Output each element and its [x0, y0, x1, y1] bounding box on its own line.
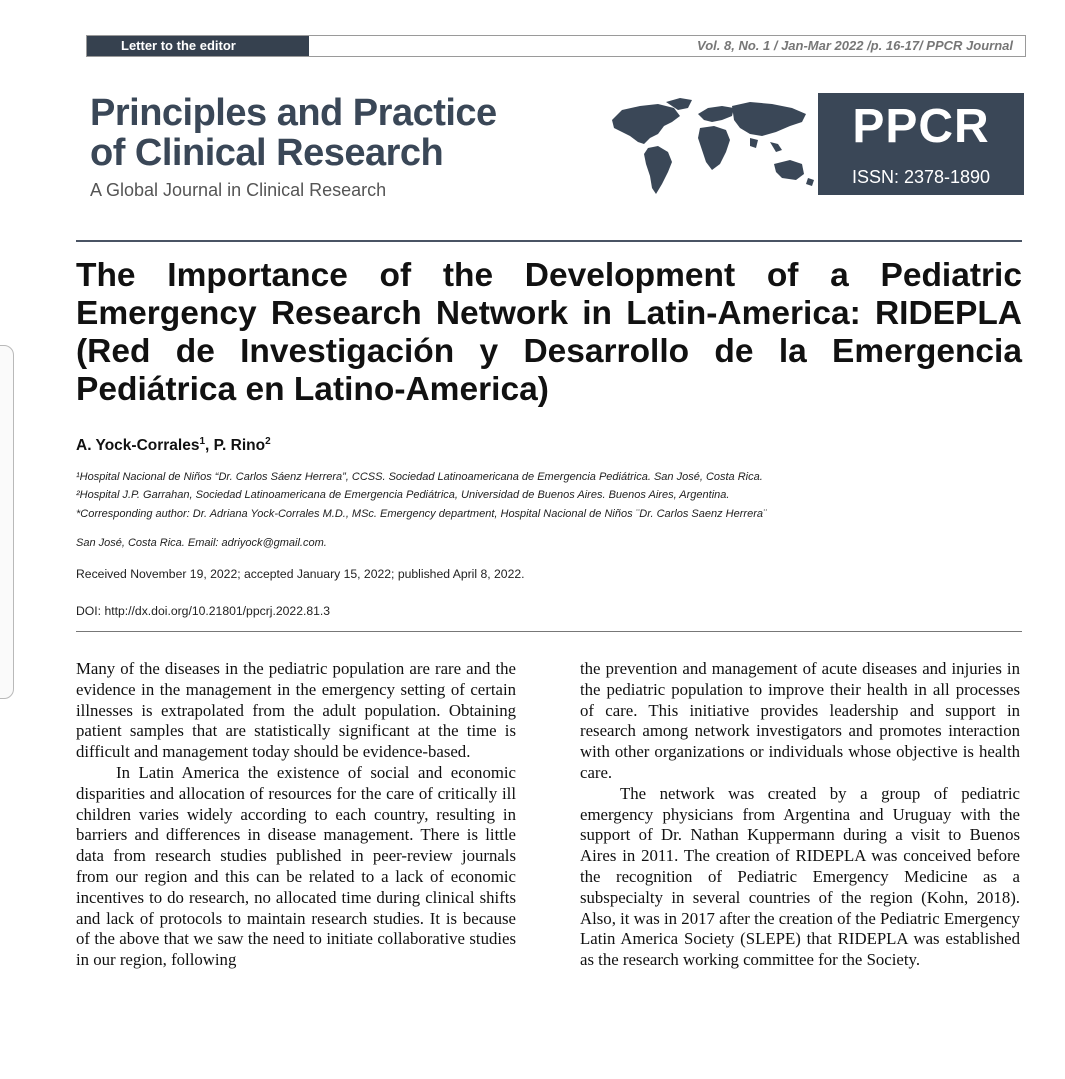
paragraph: Many of the diseases in the pediatric population are rare and the evidence in the management in the emergency setting of certain illnesses is extrapolated from the adult population. Obtaining patient samples that are statistically significant at the time is difficult and management today should be evidence-based. [76, 659, 516, 762]
author-name: P. Rino [213, 437, 266, 455]
world-map-icon [600, 92, 818, 200]
author-affiliation-marker: 2 [265, 436, 271, 447]
author-separator: , [205, 437, 214, 455]
corresponding-author: *Corresponding author: Dr. Adriana Yock-Corrales M.D., MSc. Emergency department, Hospital Nacional de Niños ¨Dr. Carlos Saenz Herrera¨ [76, 508, 767, 520]
journal-name-line2: of Clinical Research [90, 132, 444, 174]
affiliation-2: ²Hospital J.P. Garrahan, Sociedad Latinoamericana de Emergencia Pediátrica, Universidad de Buenos Aires. Buenos Aires, Argentina. [76, 489, 730, 501]
author-name: A. Yock-Corrales [76, 437, 200, 455]
body-column-right [580, 659, 1020, 971]
author-affiliation-marker: 1 [199, 436, 206, 447]
corresponding-author-contact: San José, Costa Rica. Email: adriyock@gmail.com. [76, 537, 327, 549]
paragraph: the prevention and management of acute diseases and injuries in the pediatric population to improve their health in all processes of care. This initiative provides leadership and support in research among network investigators and promotes interaction with other organizations or individuals whose objective is health care. [580, 659, 1020, 782]
paragraph: The network was created by a group of pediatric emergency physicians from Argentina and Uruguay with the support of Dr. Nathan Kuppermann during a visit to Buenos Aires in 2011. The creation of RIDEPLA was conceived before the recognition of Pediatric Emergency Medicine as a subspecialty in several countries of the region (Kohn, 2018). Also, it was in 2017 after the creation of the Pediatric Emergency Latin America Society (SLEPE) that RIDEPLA was established as the research working committee for the Society. [580, 783, 1020, 970]
journal-header-bar [86, 35, 1026, 57]
issn: ISSN: 2378-1890 [851, 167, 991, 187]
section-label: Letter to the editor [87, 36, 309, 56]
affiliation-1: ¹Hospital Nacional de Niños “Dr. Carlos Sáenz Herrera”, CCSS. Sociedad Latinoamericana de Emergencia Pediátrica. San José, Costa Rica. [76, 471, 763, 483]
journal-tagline: A Global Journal in Clinical Research [90, 180, 387, 200]
side-panel-handle[interactable] [0, 345, 14, 699]
doi-link[interactable]: DOI: http://dx.doi.org/10.21801/ppcrj.2022.81.3 [76, 604, 331, 618]
article-title: The Importance of the Development of a Pediatric Emergency Research Network in Latin-America: RIDEPLA (Red de Investigación y Desarrollo de la Emergencia Pediátrica en Latino-America) [76, 257, 1022, 408]
journal-logo-block [818, 93, 1024, 195]
title-top-divider [76, 240, 1022, 242]
body-column-left [76, 659, 516, 971]
article-dates: Received November 19, 2022; accepted January 15, 2022; published April 8, 2022. [76, 567, 525, 581]
body-top-divider [76, 631, 1022, 632]
citation-info: Vol. 8, No. 1 / Jan-Mar 2022 /p. 16-17/ PPCR Journal [697, 38, 1013, 53]
journal-name-line1: Principles and Practice [90, 92, 497, 134]
journal-logo-text: PPCR [852, 100, 990, 153]
paragraph: In Latin America the existence of social and economic disparities and allocation of resources for the care of critically ill children varies widely according to each country, resulting in barriers and differences in disease management. There is little data from research studies published in peer-review journals from our region and this can be related to a lack of economic incentives to do research, no allocated time during clinical shifts and lack of protocols to maintain research studies. It is because of the above that we saw the need to initiate collaborative studies in our region, following [76, 762, 516, 970]
author-list [76, 436, 271, 455]
